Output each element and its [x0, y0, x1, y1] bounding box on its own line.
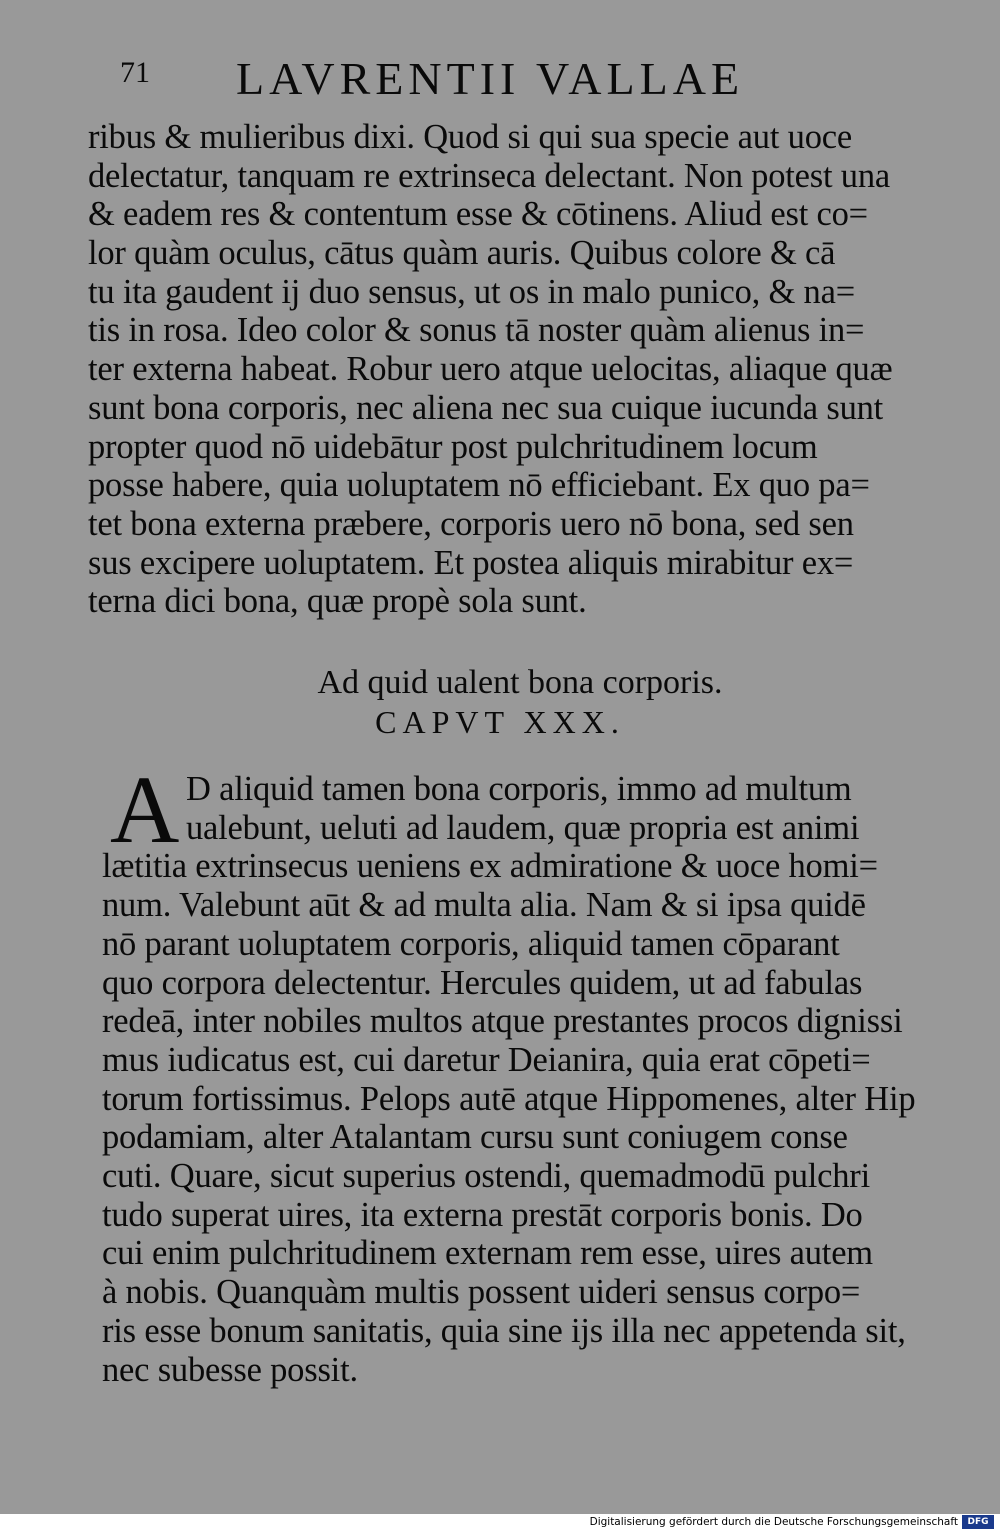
chapter-number: CAPVT XXX.	[375, 704, 625, 740]
text-line: ualebunt, ueluti ad laudem, quæ propria est animi	[186, 808, 860, 847]
text-line: ris esse bonum sanitatis, quia sine ijs illa nec appetenda sit,	[102, 1311, 906, 1350]
text-line: ter externa habeat. Robur uero atque uelocitas, aliaque quæ	[88, 350, 893, 389]
text-line: lor quàm oculus, cātus quàm auris. Quibus colore & cā	[88, 234, 836, 273]
text-line: redeā, inter nobiles multos atque prestantes procos dignissi	[102, 1002, 903, 1041]
text-line: nec subesse possit.	[102, 1350, 358, 1389]
text-line: D aliquid tamen bona corporis, immo ad multum	[186, 770, 852, 808]
drop-cap: A	[110, 756, 180, 863]
text-line: propter quod nō uidebātur post pulchritudinem locum	[88, 427, 818, 466]
text-line: podamiam, alter Atalantam cursu sunt coniugem conse	[102, 1118, 848, 1157]
text-line: nō parant uoluptatem corporis, aliquid tamen cōparant	[102, 924, 840, 963]
text-line: sunt bona corporis, nec aliena nec sua cuique iucunda sunt	[88, 388, 884, 427]
text-line: quo corpora delectentur. Hercules quidem, ut ad fabulas	[102, 963, 863, 1002]
text-line: sus excipere uoluptatem. Et postea aliquis mirabitur ex=	[88, 543, 854, 582]
text-line: tu ita gaudent ij duo sensus, ut os in malo punico, & na=	[88, 272, 855, 311]
text-line: tudo superat uires, ita externa prestāt corporis bonis. Do	[102, 1195, 863, 1234]
text-line: cuti. Quare, sicut superius ostendi, quemadmodū pulchri	[102, 1157, 870, 1195]
text-line: terna dici bona, quæ propè sola sunt.	[88, 582, 587, 621]
text-line: tet bona externa præbere, corporis uero nō bona, sed sen	[88, 504, 854, 543]
chapter-title: Ad quid ualent bona corporis.	[317, 664, 723, 701]
digitization-credit: Digitalisierung gefördert durch die Deutsche Forschungsgemeinschaft	[589, 1516, 958, 1528]
paragraph-1	[88, 118, 948, 621]
text-line: cui enim pulchritudinem externam rem esse, uires autem	[102, 1234, 873, 1273]
text-line: à nobis. Quanquàm multis possent uideri sensus corpo=	[102, 1273, 861, 1312]
folio-number: 71	[120, 56, 150, 89]
text-line: torum fortissimus. Pelops autē atque Hippomenes, alter Hip	[102, 1079, 916, 1118]
running-title: LAVRENTII VALLAE	[236, 53, 745, 104]
chapter-body	[102, 756, 962, 1390]
text-line: posse habere, quia uoluptatem nō efficiebant. Ex quo pa=	[88, 466, 870, 505]
text-line: tis in rosa. Ideo color & sonus tā noster quàm alienus in=	[88, 311, 865, 350]
text-line: & eadem res & contentum esse & cōtinens. Aliud est co=	[88, 195, 868, 234]
text-line: delectatur, tanquam re extrinseca delectant. Non potest una	[88, 156, 891, 195]
text-line: num. Valebunt aūt & ad multa alia. Nam & si ipsa quidē	[102, 886, 866, 925]
text-line: ribus & mulieribus dixi. Quod si qui sua specie aut uoce	[88, 118, 852, 156]
text-line: mus iudicatus est, cui daretur Deianira, quia erat cōpeti=	[102, 1040, 871, 1079]
text-line: lætitia extrinsecus ueniens ex admiratione & uoce homi=	[102, 847, 878, 886]
dfg-logo: DFG	[962, 1515, 994, 1529]
page-header	[120, 48, 840, 108]
